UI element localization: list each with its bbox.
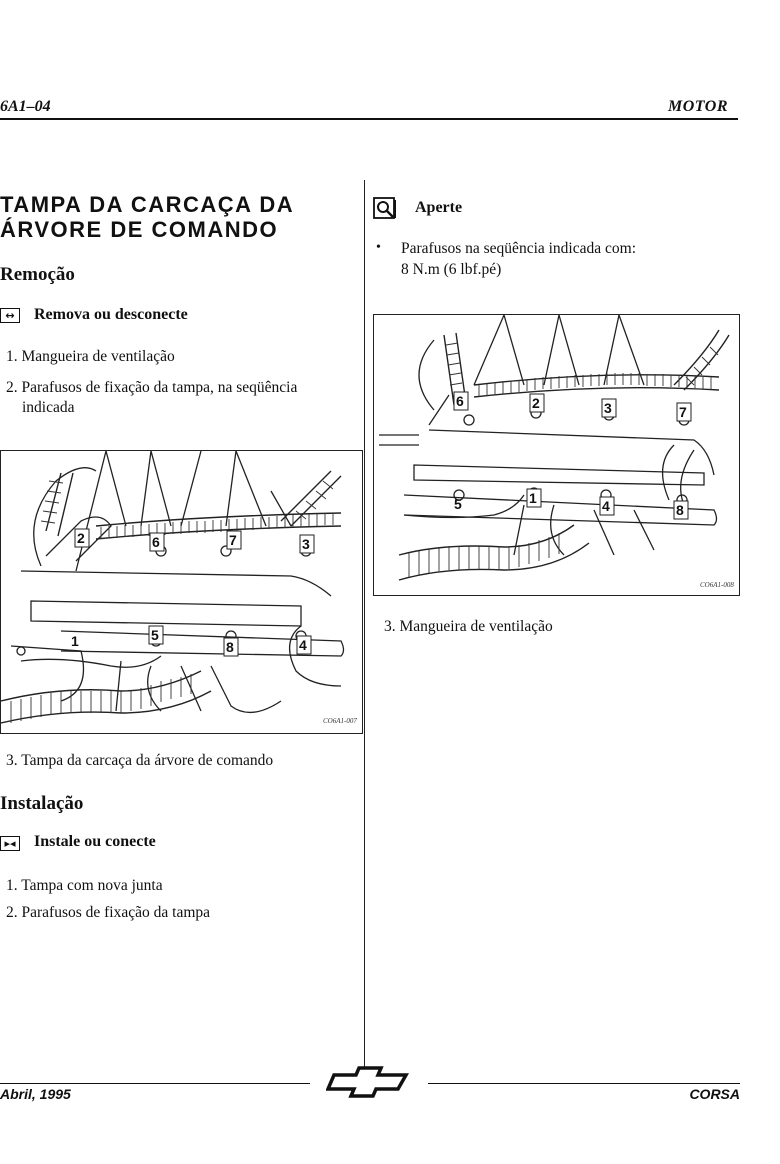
chevrolet-bowtie-logo — [326, 1065, 412, 1099]
wrench-icon — [373, 197, 397, 219]
bolt-label-2: 2 — [77, 530, 85, 546]
bolt-label-1: 1 — [71, 633, 79, 649]
bullet-dot: • — [376, 240, 381, 255]
bolt-label-4: 4 — [299, 637, 307, 653]
footer-rule-right — [428, 1083, 740, 1084]
torque-spec-line2: 8 N.m (6 lbf.pé) — [401, 261, 502, 278]
bolt-label-5: 5 — [151, 627, 159, 643]
bolt-label-1: 1 — [529, 490, 537, 506]
header-rule — [0, 118, 738, 120]
remove-icon: ↔ — [0, 308, 20, 323]
install-icon: ▸◂ — [0, 836, 20, 851]
column-divider — [364, 180, 365, 1070]
right-after-figure-item: 3. Mangueira de ventilação — [384, 618, 553, 635]
install-item-2: 2. Parafusos de fixação da tampa — [6, 904, 211, 921]
removal-item-2: 2. Parafusos de fixação da tampa, na seqüência — [6, 379, 298, 396]
figure-code: CO6A1-007 — [323, 717, 357, 725]
engine-diagram — [1, 451, 362, 733]
bolt-label-3: 3 — [302, 536, 310, 552]
engine-diagram — [374, 315, 739, 595]
bolt-label-7: 7 — [679, 404, 687, 420]
bolt-label-3: 3 — [604, 400, 612, 416]
bolt-label-7: 7 — [229, 532, 237, 548]
page-code: 6A1–04 — [0, 98, 51, 115]
figure-tightening-sequence — [373, 314, 740, 596]
removal-action: Remova ou desconecte — [34, 306, 188, 323]
torque-spec-line1: Parafusos na seqüência indicada com: — [401, 240, 636, 257]
footer-rule-left — [0, 1083, 310, 1084]
figure-code: CO6A1-008 — [700, 581, 734, 589]
page-title: TAMPA DA CARCAÇA DA ÁRVORE DE COMANDO — [0, 192, 295, 242]
tighten-action: Aperte — [415, 199, 463, 216]
footer-date: Abril, 1995 — [0, 1086, 71, 1102]
install-heading: Instalação — [0, 793, 84, 814]
bolt-label-8: 8 — [226, 639, 234, 655]
bolt-label-2: 2 — [532, 395, 540, 411]
removal-item-1: 1. Mangueira de ventilação — [6, 348, 175, 365]
removal-item-2-cont: indicada — [22, 399, 75, 416]
after-figure-item: 3. Tampa da carcaça da árvore de comando — [6, 752, 274, 769]
bolt-label-5: 5 — [454, 496, 462, 512]
figure-camshaft-cover-removal — [0, 450, 363, 734]
bolt-label-4: 4 — [602, 498, 610, 514]
bolt-label-6: 6 — [456, 393, 464, 409]
install-action: Instale ou conecte — [34, 833, 156, 850]
footer-model: CORSA — [689, 1086, 740, 1102]
bolt-label-6: 6 — [152, 534, 160, 550]
removal-heading: Remoção — [0, 264, 75, 285]
install-item-1: 1. Tampa com nova junta — [6, 877, 163, 894]
bolt-label-8: 8 — [676, 502, 684, 518]
section-title: MOTOR — [668, 98, 728, 115]
